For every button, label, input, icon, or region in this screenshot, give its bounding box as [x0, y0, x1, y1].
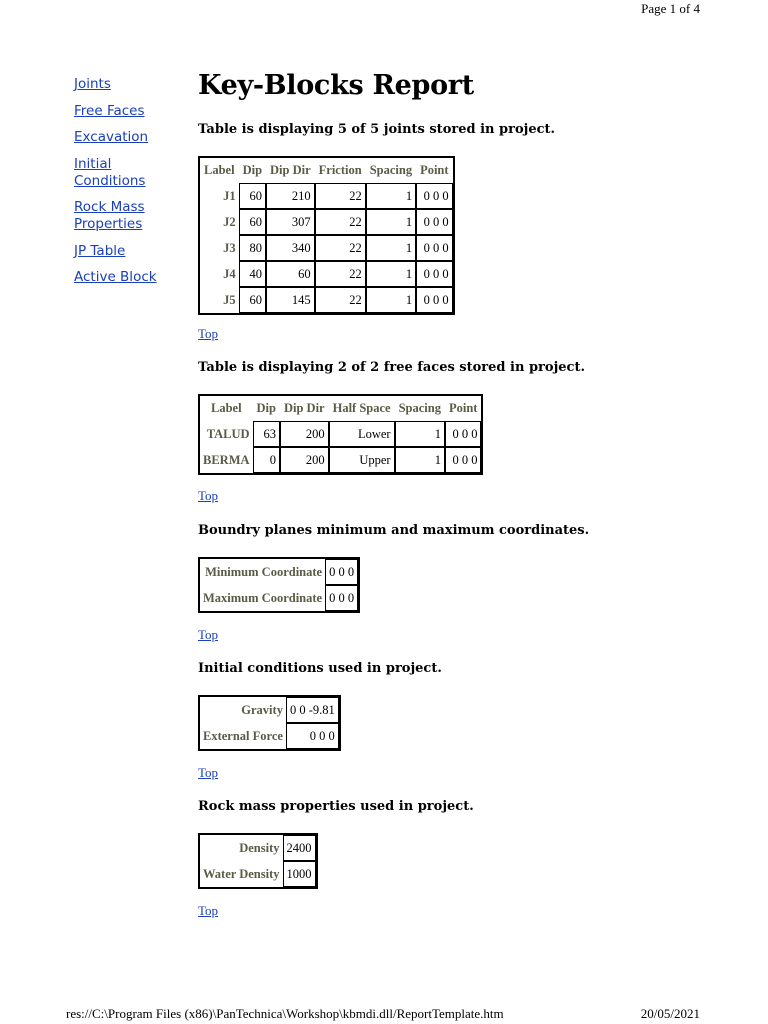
row-label: Gravity [241, 702, 283, 717]
rock-mass-caption: Rock mass properties used in project. [198, 799, 474, 814]
table-cell: Upper [329, 447, 395, 473]
column-header: Friction [318, 163, 362, 177]
column-header: Point [448, 401, 478, 415]
row-label: J5 [223, 292, 236, 307]
table-row [200, 261, 453, 287]
initial-conditions-table [198, 695, 341, 751]
table-cell: 22 [315, 261, 366, 287]
table-cell: 63 [253, 421, 280, 447]
table-row [200, 447, 481, 473]
page-number: Page 1 of 4 [641, 1, 700, 16]
row-label: External Force [203, 728, 283, 743]
table-cell: 340 [266, 235, 315, 261]
table-cell: 22 [315, 209, 366, 235]
free-faces-table [198, 394, 483, 475]
table-cell: 1000 [283, 861, 316, 887]
table-cell: 200 [280, 447, 329, 473]
table-cell: 1 [395, 421, 445, 447]
top-link[interactable]: Top [198, 488, 219, 503]
nav-link-excavation[interactable]: Excavation [74, 129, 149, 145]
joints-table-wrap [198, 156, 455, 315]
footer-date: 20/05/2021 [640, 1006, 700, 1021]
table-cell: 0 0 0 [416, 183, 452, 209]
row-label: Maximum Coordinate [203, 590, 323, 605]
table-cell: 22 [315, 183, 366, 209]
row-label: J4 [223, 266, 236, 281]
nav-link-free-faces[interactable]: Free Faces [74, 102, 145, 119]
table-cell: 0 0 0 [416, 287, 452, 313]
table-cell: 0 0 0 [325, 585, 358, 611]
table-row [200, 697, 339, 723]
initial-conditions-table-wrap [198, 695, 341, 751]
table-cell: 60 [266, 261, 315, 287]
table-row [200, 585, 358, 611]
column-header: Dip Dir [270, 163, 311, 177]
column-header: Label [204, 163, 235, 177]
column-header: Dip Dir [283, 401, 325, 415]
column-header: Dip [256, 401, 276, 415]
table-row [200, 835, 316, 861]
row-label: J2 [223, 214, 236, 229]
row-label: J3 [223, 240, 236, 255]
table-row [200, 559, 358, 585]
table-cell: 0 0 0 [416, 261, 452, 287]
joints-caption: Table is displaying 5 of 5 joints stored in project. [198, 122, 556, 137]
table-cell: 0 [253, 447, 280, 473]
table-cell: 0 0 -9.81 [286, 697, 339, 723]
column-header: Half Space [332, 401, 391, 415]
table-cell: 1 [366, 183, 416, 209]
free-faces-table-wrap [198, 394, 483, 475]
boundary-caption: Boundry planes minimum and maximum coordinates. [198, 523, 590, 538]
table-cell: 40 [239, 261, 266, 287]
table-cell: 0 0 0 [286, 723, 339, 749]
table-row [200, 421, 481, 447]
table-cell: 1 [366, 261, 416, 287]
table-header-row [200, 158, 453, 183]
row-label: Density [239, 840, 280, 855]
table-cell: 1 [366, 287, 416, 313]
table-cell: 210 [266, 183, 315, 209]
table-cell: 0 0 0 [416, 235, 452, 261]
table-cell: 0 0 0 [445, 447, 481, 473]
boundary-table-wrap [198, 557, 360, 613]
table-row [200, 183, 453, 209]
report-title: Key-Blocks Report [198, 70, 474, 101]
table-cell: 307 [266, 209, 315, 235]
top-link[interactable]: Top [198, 765, 219, 780]
table-cell: 145 [266, 287, 315, 313]
table-cell: 2400 [283, 835, 316, 861]
table-header-row [200, 396, 481, 421]
footer-path: res://C:\Program Files (x86)\PanTechnica\Workshop\kbmdi.dll/ReportTemplate.htm [66, 1006, 504, 1021]
joints-table [198, 156, 455, 315]
row-label: BERMA [203, 452, 250, 467]
top-link[interactable]: Top [198, 903, 219, 918]
nav-link-active-block[interactable]: Active Block [74, 269, 157, 285]
nav-link-rock-mass-properties[interactable]: Rock Mass Properties [74, 199, 145, 232]
boundary-table [198, 557, 360, 613]
table-cell: 60 [239, 287, 266, 313]
table-cell: 1 [366, 209, 416, 235]
row-label: Water Density [203, 866, 280, 881]
top-link[interactable]: Top [198, 326, 219, 341]
table-row [200, 209, 453, 235]
free-faces-caption: Table is displaying 2 of 2 free faces stored in project. [198, 360, 585, 375]
nav-link-joints[interactable]: Joints [74, 76, 111, 92]
table-cell: Lower [329, 421, 395, 447]
table-cell: 60 [239, 209, 266, 235]
table-cell: 22 [315, 287, 366, 313]
column-header: Dip [242, 163, 263, 177]
row-label: Minimum Coordinate [205, 564, 323, 579]
table-cell: 0 0 0 [445, 421, 481, 447]
rock-mass-table [198, 833, 318, 889]
table-row [200, 287, 453, 313]
table-cell: 0 0 0 [416, 209, 452, 235]
column-header: Label [210, 401, 242, 415]
table-row [200, 861, 316, 887]
column-header: Spacing [398, 401, 441, 415]
table-cell: 60 [239, 183, 266, 209]
sidebar-nav [74, 76, 184, 296]
table-cell: 1 [395, 447, 445, 473]
initial-conditions-caption: Initial conditions used in project. [198, 661, 442, 676]
table-cell: 22 [315, 235, 366, 261]
top-link[interactable]: Top [198, 627, 219, 642]
row-label: TALUD [206, 426, 250, 441]
table-cell: 80 [239, 235, 266, 261]
table-row [200, 235, 453, 261]
table-cell: 0 0 0 [325, 559, 358, 585]
table-cell: 1 [366, 235, 416, 261]
row-label: J1 [223, 188, 236, 203]
table-cell: 200 [280, 421, 329, 447]
nav-link-initial-conditions[interactable]: Initial Conditions [74, 155, 146, 189]
nav-link-jp-table[interactable]: JP Table [74, 242, 126, 259]
rock-mass-table-wrap [198, 833, 318, 889]
column-header: Point [420, 163, 449, 177]
column-header: Spacing [369, 163, 413, 177]
table-row [200, 723, 339, 749]
